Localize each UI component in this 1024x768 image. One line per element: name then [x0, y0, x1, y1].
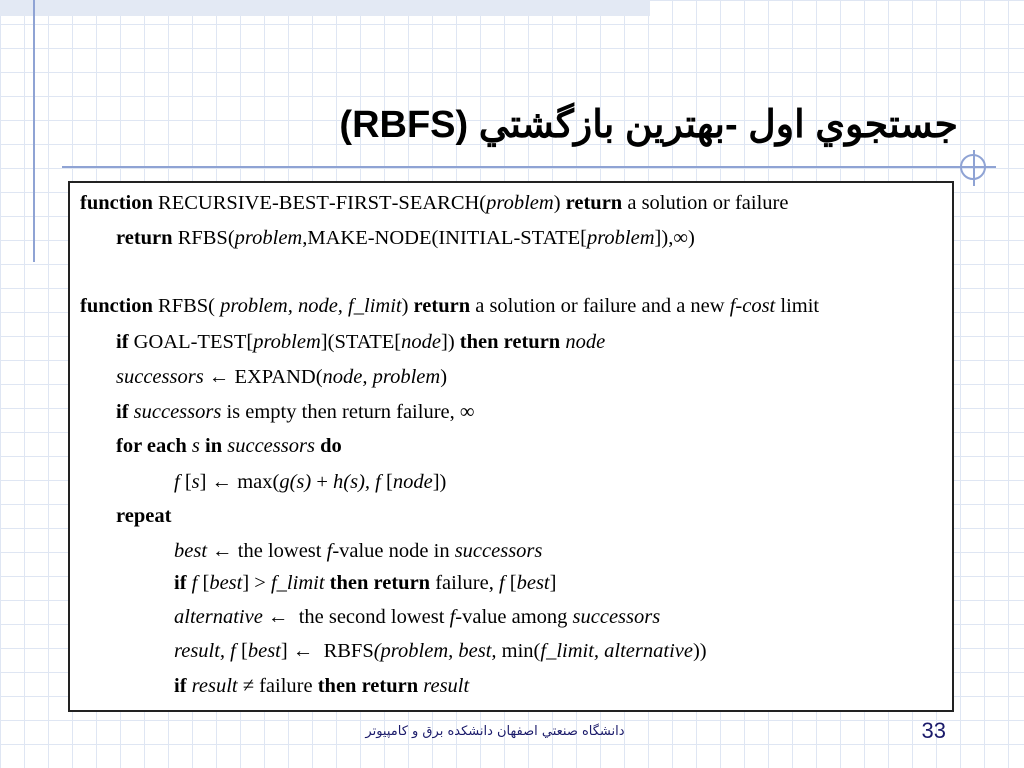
code-token: g(s): [279, 471, 312, 493]
code-token: return: [413, 295, 471, 317]
code-token: EARCH: [409, 192, 480, 214]
code-token: )): [692, 640, 707, 662]
code-token: EST: [292, 192, 329, 214]
code-token: h(s), f: [333, 471, 381, 493]
code-token: [: [380, 471, 393, 493]
code-token: s: [191, 435, 200, 457]
top-band: [0, 0, 650, 16]
code-token: problem: [253, 331, 321, 353]
code-token: (: [479, 192, 487, 214]
code-token: limit: [775, 295, 820, 317]
code-token: f_limit, alternative: [540, 640, 693, 662]
code-line-9: [174, 468, 446, 496]
code-token: successors: [454, 540, 543, 562]
code-token: best: [209, 572, 243, 594]
code-token: R: [152, 192, 172, 214]
code-token: -B: [271, 192, 293, 214]
code-token: node: [401, 331, 441, 353]
code-token: successors: [116, 366, 204, 388]
code-token: ]): [432, 471, 447, 493]
crosshair-icon: [960, 154, 986, 180]
code-token: IRST: [347, 192, 392, 214]
code-token: ← EXPAND(: [203, 366, 323, 388]
pseudocode-box: [68, 181, 954, 712]
code-token: f_limit: [270, 572, 325, 594]
code-token: if: [116, 331, 129, 353]
code-token: failure,: [430, 572, 499, 594]
code-token: f: [191, 572, 198, 594]
code-token: [: [235, 640, 248, 662]
code-token: -value among: [455, 606, 573, 628]
code-line-5: [116, 328, 605, 356]
code-token: f-cost: [729, 295, 776, 317]
slide-title: جستجوي اول -بهترين بازگشتي (RBFS): [339, 104, 958, 146]
code-token: RFBS(: [152, 295, 221, 317]
code-token: -F: [328, 192, 348, 214]
code-token: ): [440, 366, 448, 388]
code-token: is empty then return failure, ∞: [221, 401, 475, 423]
code-token: problem: [486, 192, 554, 214]
code-line-11: [174, 537, 542, 565]
code-token: best: [174, 540, 208, 562]
title-underline: [62, 166, 996, 168]
code-token: node: [565, 331, 606, 353]
code-line-1: [80, 189, 788, 217]
code-token: ] ← max(: [199, 471, 280, 493]
code-token: if: [174, 675, 187, 697]
code-token: (problem, best,: [373, 640, 497, 662]
code-token: function: [80, 192, 153, 214]
code-token: ← the lowest: [207, 540, 327, 562]
code-token: alternative: [174, 606, 263, 628]
footer-university: دانشگاه صنعتي اصفهان دانشکده برق و کامپيوتر: [365, 724, 625, 739]
code-token: f: [174, 471, 180, 493]
code-token: if: [174, 572, 187, 594]
code-token: result: [191, 675, 238, 697]
code-token: successors: [572, 606, 661, 628]
code-token: for each: [116, 435, 187, 457]
code-token: ]: [549, 572, 557, 594]
code-token: -S: [391, 192, 410, 214]
code-token: f: [498, 572, 505, 594]
code-line-2: [116, 224, 695, 252]
code-line-15: [174, 672, 469, 700]
code-token: min(: [496, 640, 541, 662]
code-token: ← the second lowest: [262, 606, 450, 628]
code-token: problem, node, f_limit: [220, 295, 402, 317]
code-line-8: [116, 432, 342, 460]
code-token: ] >: [242, 572, 271, 594]
code-token: -value node in: [332, 540, 455, 562]
code-token: a solution or failure and a new: [470, 295, 730, 317]
code-token: return: [116, 227, 173, 249]
code-token: problem: [234, 227, 303, 249]
code-token: then return: [317, 675, 419, 697]
code-token: function: [80, 295, 153, 317]
code-token: f: [449, 606, 456, 628]
code-token: then return: [459, 331, 561, 353]
code-token: do: [320, 435, 342, 457]
slide-number: 33: [921, 718, 946, 743]
code-token: ] ← RBFS: [280, 640, 374, 662]
code-token: result: [423, 675, 470, 697]
decor-vertical-line: [33, 0, 35, 262]
code-token: ](STATE[: [320, 331, 402, 353]
code-token: ]),∞): [654, 227, 695, 249]
code-token: repeat: [116, 505, 172, 527]
code-line-12: [174, 569, 556, 597]
code-line-14: [174, 637, 707, 665]
code-token: ]): [441, 331, 460, 353]
code-token: ,MAKE-NODE(INITIAL-STATE[: [302, 227, 587, 249]
code-line-13: [174, 603, 660, 631]
code-line-10: [116, 502, 171, 530]
code-token: [: [504, 572, 517, 594]
code-token: ≠ failure: [237, 675, 318, 697]
code-token: [: [197, 572, 210, 594]
code-token: node: [392, 471, 433, 493]
code-token: f: [326, 540, 333, 562]
code-token: s: [191, 471, 200, 493]
code-token: [: [179, 471, 192, 493]
code-token: best: [516, 572, 550, 594]
code-token: successors: [227, 435, 315, 457]
code-line-6: [116, 363, 447, 391]
code-token: in: [205, 435, 223, 457]
code-token: if: [116, 401, 129, 423]
code-line-4: [80, 292, 819, 320]
code-token: a solution or failure: [622, 192, 789, 214]
code-token: GOAL-TEST[: [128, 331, 254, 353]
code-token: return: [565, 192, 623, 214]
code-token: then return: [329, 572, 431, 594]
code-token: successors: [133, 401, 222, 423]
code-token: RFBS(: [172, 227, 235, 249]
code-token: best: [247, 640, 281, 662]
code-token: problem: [586, 227, 655, 249]
code-token: ): [553, 192, 566, 214]
code-token: ECURSIVE: [171, 192, 272, 214]
code-token: ): [401, 295, 414, 317]
code-token: +: [311, 471, 334, 493]
code-token: node, problem: [322, 366, 441, 388]
code-token: result, f: [174, 640, 236, 662]
code-line-7: [116, 398, 474, 426]
